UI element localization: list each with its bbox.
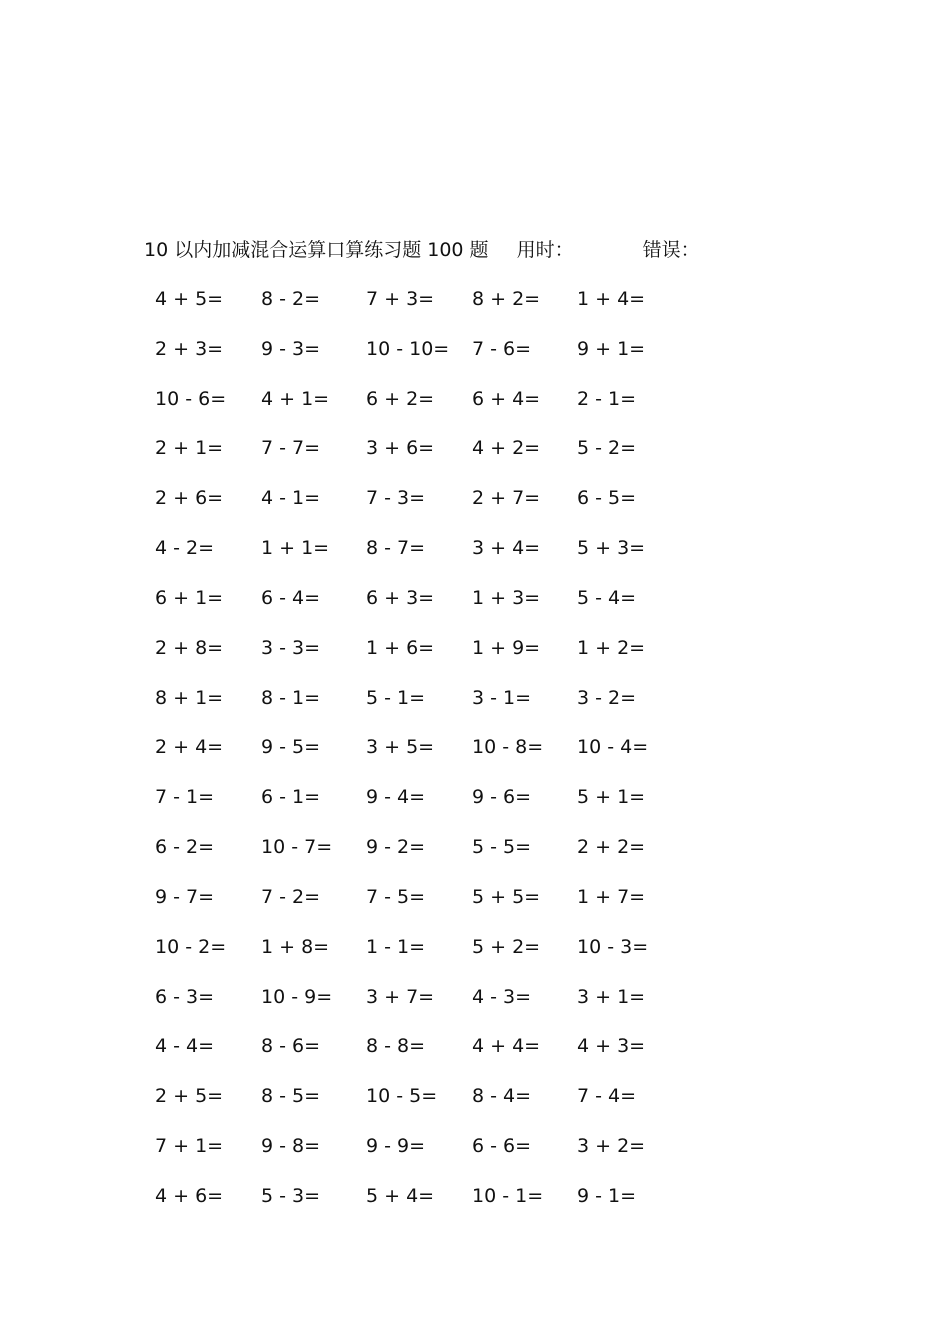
arithmetic-problem: 7 - 5= xyxy=(366,885,426,908)
arithmetic-problem: 2 + 3= xyxy=(155,337,224,360)
arithmetic-problem: 5 - 2= xyxy=(577,437,637,460)
arithmetic-problem: 3 + 6= xyxy=(366,437,435,460)
arithmetic-problem: 4 + 6= xyxy=(155,1184,224,1207)
arithmetic-problem: 1 - 1= xyxy=(366,935,426,958)
arithmetic-problem: 4 - 2= xyxy=(155,537,215,560)
arithmetic-problem: 7 - 4= xyxy=(577,1085,637,1108)
arithmetic-problem: 2 + 2= xyxy=(577,836,646,859)
arithmetic-problem: 10 - 7= xyxy=(261,836,333,859)
arithmetic-problem: 1 + 4= xyxy=(577,288,646,310)
arithmetic-problem: 1 + 6= xyxy=(366,636,435,659)
arithmetic-problem: 4 - 4= xyxy=(155,1035,215,1058)
arithmetic-problem: 2 + 4= xyxy=(155,736,224,759)
arithmetic-problem: 4 + 4= xyxy=(472,1035,541,1058)
arithmetic-problem: 7 + 1= xyxy=(155,1135,224,1158)
worksheet-title: 10 以内加减混合运算口算练习题 100 题 xyxy=(144,239,489,261)
arithmetic-problem: 10 - 1= xyxy=(472,1184,544,1207)
arithmetic-problem: 3 + 7= xyxy=(366,985,435,1008)
arithmetic-problem: 5 + 3= xyxy=(577,537,646,560)
arithmetic-problem: 2 + 1= xyxy=(155,437,224,460)
arithmetic-problem: 1 + 9= xyxy=(472,636,541,659)
arithmetic-problem: 2 + 8= xyxy=(155,636,224,659)
arithmetic-problem: 8 - 4= xyxy=(472,1085,532,1108)
arithmetic-problem: 6 + 2= xyxy=(366,387,435,410)
arithmetic-problem: 4 - 3= xyxy=(472,985,532,1008)
arithmetic-problem: 5 - 3= xyxy=(261,1184,321,1207)
arithmetic-problem: 5 - 4= xyxy=(577,586,637,609)
arithmetic-problem: 4 - 1= xyxy=(261,487,321,510)
arithmetic-problem: 6 + 1= xyxy=(155,586,224,609)
arithmetic-problem: 2 - 1= xyxy=(577,387,637,410)
worksheet-header xyxy=(144,236,700,264)
arithmetic-problem: 1 + 1= xyxy=(261,537,330,560)
arithmetic-problem: 8 - 2= xyxy=(261,288,321,310)
arithmetic-problem: 10 - 3= xyxy=(577,935,649,958)
arithmetic-problem: 4 + 3= xyxy=(577,1035,646,1058)
arithmetic-problem: 5 - 1= xyxy=(366,686,426,709)
arithmetic-problem: 7 - 7= xyxy=(261,437,321,460)
arithmetic-problem: 4 + 2= xyxy=(472,437,541,460)
arithmetic-problem: 9 - 6= xyxy=(472,786,532,809)
arithmetic-problem: 9 - 8= xyxy=(261,1135,321,1158)
arithmetic-problem: 10 - 4= xyxy=(577,736,649,759)
arithmetic-problem: 10 - 10= xyxy=(366,337,450,360)
arithmetic-problem: 9 - 4= xyxy=(366,786,426,809)
arithmetic-problem: 6 - 5= xyxy=(577,487,637,510)
arithmetic-problem: 8 + 1= xyxy=(155,686,224,709)
arithmetic-problem: 6 - 2= xyxy=(155,836,215,859)
arithmetic-problem: 9 - 7= xyxy=(155,885,215,908)
arithmetic-problem: 10 - 2= xyxy=(155,935,227,958)
arithmetic-problem: 5 + 1= xyxy=(577,786,646,809)
arithmetic-problem: 6 - 3= xyxy=(155,985,215,1008)
arithmetic-problem: 6 + 4= xyxy=(472,387,541,410)
arithmetic-problem: 3 + 2= xyxy=(577,1135,646,1158)
arithmetic-problem: 10 - 5= xyxy=(366,1085,438,1108)
arithmetic-problem: 10 - 9= xyxy=(261,985,333,1008)
arithmetic-problem: 6 - 4= xyxy=(261,586,321,609)
arithmetic-problem: 4 + 5= xyxy=(155,288,224,310)
arithmetic-problem: 8 - 5= xyxy=(261,1085,321,1108)
arithmetic-problem: 8 - 7= xyxy=(366,537,426,560)
arithmetic-problem: 9 - 9= xyxy=(366,1135,426,1158)
arithmetic-problem: 10 - 6= xyxy=(155,387,227,410)
arithmetic-problem: 5 + 5= xyxy=(472,885,541,908)
arithmetic-problem: 8 - 8= xyxy=(366,1035,426,1058)
arithmetic-problem: 1 + 2= xyxy=(577,636,646,659)
arithmetic-problem: 8 - 6= xyxy=(261,1035,321,1058)
arithmetic-problem: 1 + 3= xyxy=(472,586,541,609)
arithmetic-problem: 3 + 4= xyxy=(472,537,541,560)
arithmetic-problem: 7 - 6= xyxy=(472,337,532,360)
arithmetic-problem: 9 - 1= xyxy=(577,1184,637,1207)
arithmetic-problem: 3 - 2= xyxy=(577,686,637,709)
arithmetic-problem: 2 + 6= xyxy=(155,487,224,510)
arithmetic-problem: 5 + 2= xyxy=(472,935,541,958)
arithmetic-problem: 7 - 1= xyxy=(155,786,215,809)
arithmetic-problem: 3 - 1= xyxy=(472,686,532,709)
arithmetic-problem: 7 + 3= xyxy=(366,288,435,310)
arithmetic-problem: 3 + 5= xyxy=(366,736,435,759)
arithmetic-problem: 5 - 5= xyxy=(472,836,532,859)
arithmetic-problem: 1 + 8= xyxy=(261,935,330,958)
arithmetic-problem: 3 + 1= xyxy=(577,985,646,1008)
arithmetic-problem: 3 - 3= xyxy=(261,636,321,659)
arithmetic-problem: 2 + 5= xyxy=(155,1085,224,1108)
arithmetic-problem: 8 + 2= xyxy=(472,288,541,310)
arithmetic-problem: 10 - 8= xyxy=(472,736,544,759)
arithmetic-problem: 9 - 5= xyxy=(261,736,321,759)
arithmetic-problem: 9 - 3= xyxy=(261,337,321,360)
arithmetic-problem: 6 - 6= xyxy=(472,1135,532,1158)
arithmetic-problem: 1 + 7= xyxy=(577,885,646,908)
arithmetic-problem: 6 + 3= xyxy=(366,586,435,609)
time-used-label: 用时： xyxy=(516,239,574,261)
arithmetic-problem: 4 + 1= xyxy=(261,387,330,410)
arithmetic-problem: 9 - 2= xyxy=(366,836,426,859)
arithmetic-problem: 9 + 1= xyxy=(577,337,646,360)
arithmetic-problem: 5 + 4= xyxy=(366,1184,435,1207)
error-count-label: 错误： xyxy=(642,239,700,261)
arithmetic-problem: 2 + 7= xyxy=(472,487,541,510)
arithmetic-problem: 7 - 2= xyxy=(261,885,321,908)
arithmetic-problem: 7 - 3= xyxy=(366,487,426,510)
arithmetic-problem: 8 - 1= xyxy=(261,686,321,709)
arithmetic-problem: 6 - 1= xyxy=(261,786,321,809)
